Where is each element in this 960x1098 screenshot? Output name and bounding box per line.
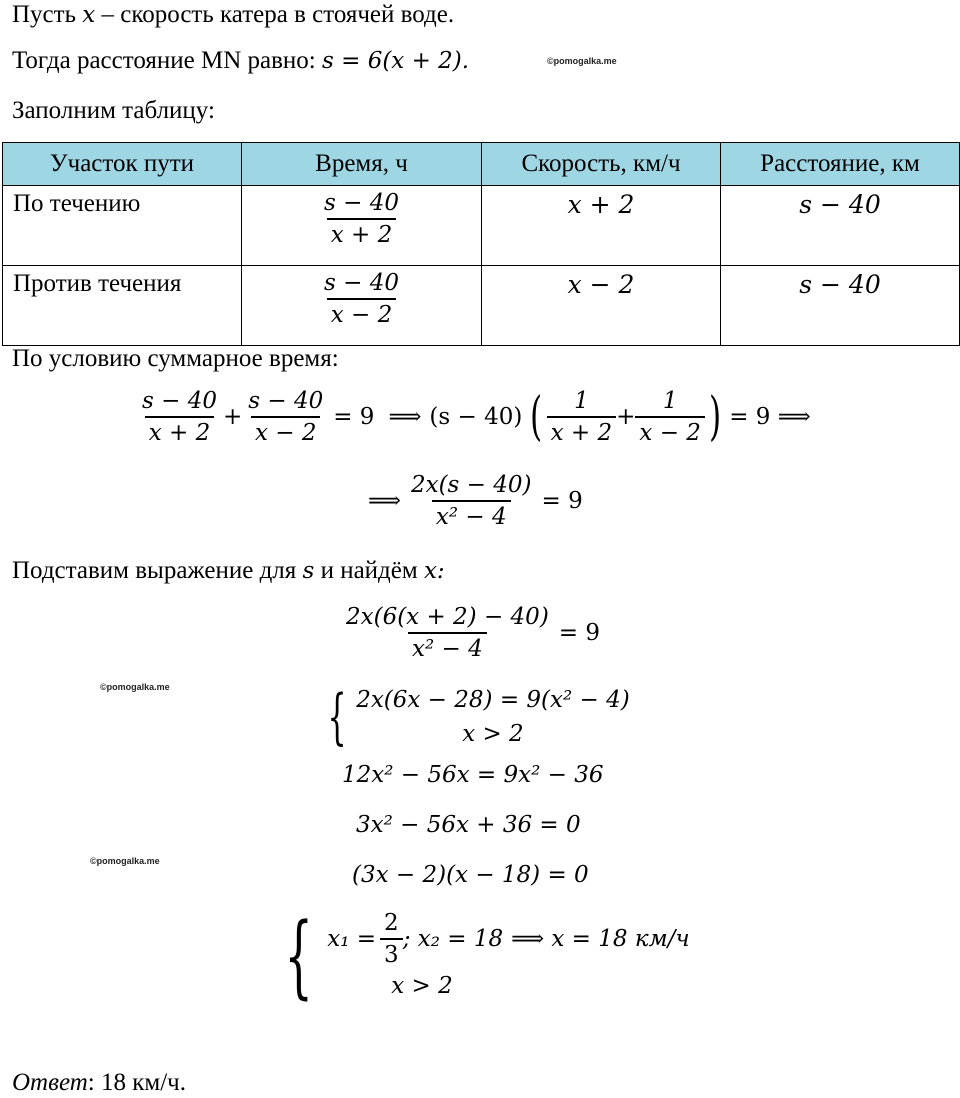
fraction-numerator: s − 40: [248, 388, 324, 414]
equals-nine: = 9: [541, 488, 583, 514]
system-line: 2x(6x − 28) = 9(x² − 4): [356, 687, 630, 713]
fraction-denominator: x + 2: [145, 416, 215, 446]
row-distance: s − 40: [721, 266, 960, 346]
fraction-numerator: 1: [574, 388, 589, 414]
row-label: По течению: [3, 186, 242, 266]
intro-var-x: x: [82, 2, 96, 28]
system-line: x > 2: [462, 721, 524, 747]
system-2: [270, 904, 690, 1009]
equation-quadratic: 3x² − 56x + 36 = 0: [356, 812, 581, 838]
roots-line: [327, 910, 503, 968]
intro-line-1: [12, 0, 454, 30]
condition-text: По условию суммарное время:: [12, 345, 339, 372]
var-x: x:: [423, 558, 445, 584]
equals-nine: = 9: [333, 404, 375, 430]
fraction-numerator: s − 40: [324, 190, 399, 216]
row-speed: x − 2: [482, 266, 721, 346]
var-s: s: [302, 558, 315, 584]
fraction-denominator: x + 2: [547, 416, 617, 446]
time-fraction: [320, 270, 403, 328]
header-distance: Расстояние, км: [721, 143, 960, 186]
intro-expr-s: s = 6(x + 2).: [322, 48, 470, 74]
system-2-lines: [327, 910, 503, 1004]
common-factor: (s − 40): [429, 404, 523, 430]
table-header-row: [3, 143, 960, 186]
fraction-substituted: [342, 604, 553, 662]
answer-label: Ответ: [12, 1069, 88, 1096]
fraction-denominator: x − 2: [635, 416, 705, 446]
root-x2: ; x₂ = 18: [402, 926, 504, 952]
fraction-numerator: 1: [662, 388, 678, 414]
result-speed: ⟹ x = 18 км/ч: [511, 926, 690, 952]
intro-text-distance: Тогда расстояние MN равно:: [12, 47, 316, 74]
fraction-numerator: 2x(6(x + 2) − 40): [346, 604, 549, 630]
equation-expanded: 12x² − 56x = 9x² − 36: [342, 762, 604, 788]
fraction-numerator: s − 40: [142, 388, 217, 414]
watermark-1: ©pomogalka.me: [547, 56, 617, 66]
fraction-denominator: x − 2: [251, 416, 321, 446]
intro-text-pusty: Пусть: [12, 1, 76, 28]
header-segment: Участок пути: [3, 143, 242, 186]
intro-line-3: Заполним таблицу:: [12, 97, 215, 124]
time-fraction: [320, 190, 403, 248]
header-time: Время, ч: [242, 143, 482, 186]
fraction-combined: [407, 472, 536, 530]
equals-nine-implies: = 9 ⟹: [729, 404, 811, 430]
fraction-denominator: x² − 4: [432, 500, 511, 530]
system-line: x > 2: [391, 973, 453, 999]
plus-sign: +: [616, 404, 636, 430]
substitute-text-pre: Подставим выражение для: [12, 557, 297, 584]
substitute-text-mid: и найдём: [320, 557, 418, 584]
data-table: [2, 142, 960, 346]
implies-arrow: ⟹: [368, 488, 401, 514]
root-x1-fraction: [380, 910, 403, 968]
right-paren: ): [708, 387, 722, 447]
fraction-downstream: [138, 388, 221, 446]
fraction-numerator: 2: [384, 910, 399, 936]
system-1-lines: [356, 683, 630, 751]
row-time: [242, 186, 482, 266]
row-distance: s − 40: [721, 186, 960, 266]
implies-arrow: ⟹: [388, 404, 422, 430]
intro-line-2: [12, 46, 469, 76]
root-x1-label: x₁ =: [327, 926, 377, 952]
fraction-denominator: x² − 4: [408, 632, 487, 662]
watermark-2: ©pomogalka.me: [100, 682, 170, 692]
fraction-denominator: x + 2: [327, 218, 397, 248]
equation-sum-time: [138, 388, 811, 446]
table-row: [3, 266, 960, 346]
left-paren: (: [530, 387, 543, 447]
row-time: [242, 266, 482, 346]
left-brace: {: [327, 682, 347, 752]
fraction-inverse-1: [547, 388, 617, 446]
plus-sign: +: [222, 404, 243, 430]
table-row: [3, 186, 960, 266]
fraction-denominator: 3: [380, 938, 403, 968]
equation-substituted: [342, 604, 600, 662]
equals-nine: = 9: [558, 620, 601, 646]
fraction-numerator: s − 40: [324, 270, 399, 296]
fraction-inverse-2: [635, 388, 705, 446]
equation-combined: [368, 472, 583, 530]
equation-factored: (3x − 2)(x − 18) = 0: [352, 862, 589, 888]
left-brace: {: [284, 904, 313, 1009]
answer-line: [12, 1068, 186, 1098]
header-speed: Скорость, км/ч: [482, 143, 721, 186]
watermark-3: ©pomogalka.me: [90, 856, 160, 866]
fraction-denominator: x − 2: [327, 298, 397, 328]
intro-text-speed: – скорость катера в стоячей воде.: [101, 1, 455, 28]
fraction-numerator: 2x(s − 40): [410, 472, 532, 498]
row-speed: x + 2: [482, 186, 721, 266]
row-label: Против течения: [3, 266, 242, 346]
substitute-text: [12, 556, 445, 586]
system-1: [318, 683, 630, 751]
fraction-upstream: [244, 388, 327, 446]
answer-value: : 18 км/ч.: [87, 1069, 186, 1096]
